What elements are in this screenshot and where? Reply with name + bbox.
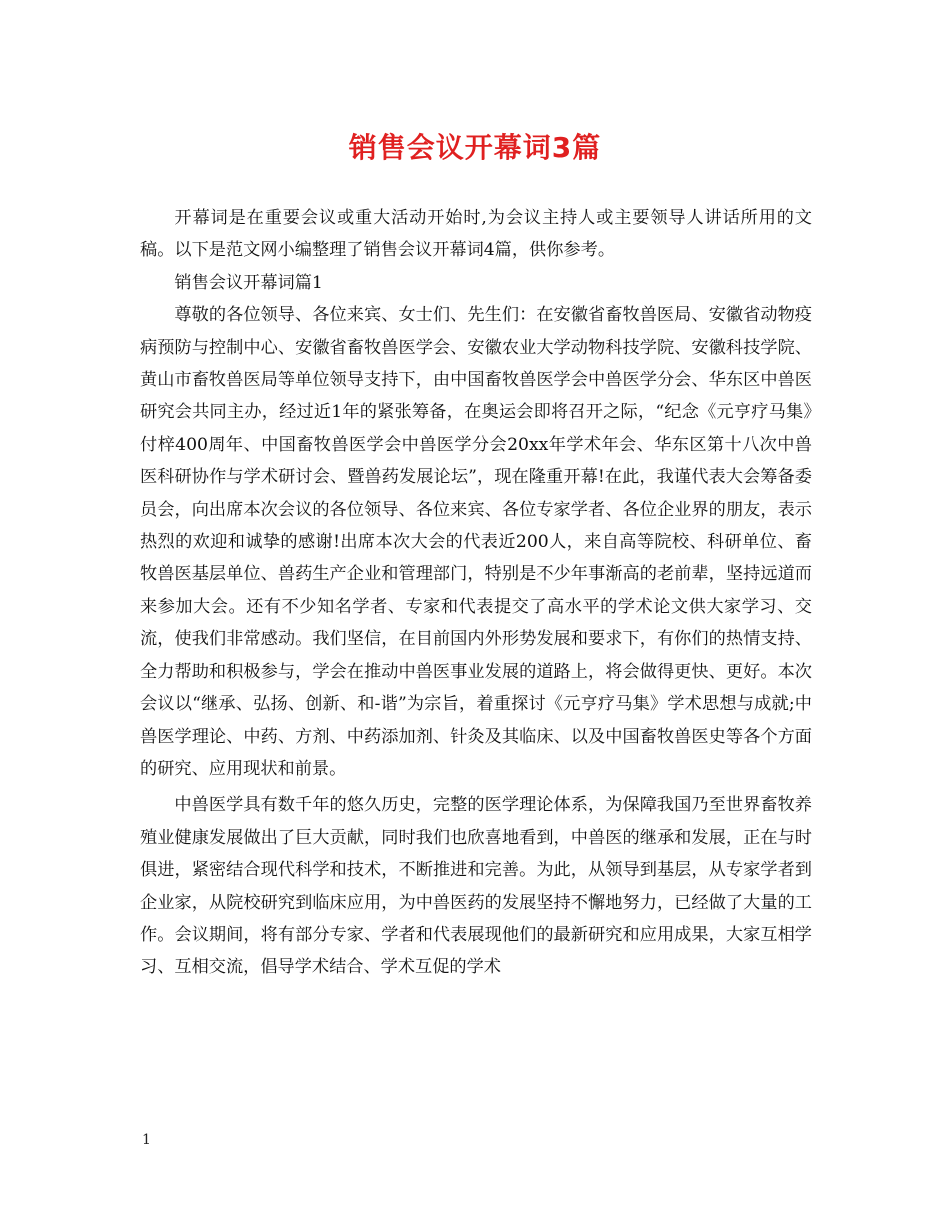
- body-paragraph: 尊敬的各位领导、各位来宾、女士们、先生们：在安徽省畜牧兽医局、安徽省动物疫病预防与控制中心、安徽省畜牧兽医学会、安徽农业大学动物科技学院、安徽科技学院、黄山市畜牧兽医局等单位领导支持下，由中国畜牧兽医学会中兽医学分会、华东区中兽医研究会共同主办，经过近1年的紧张筹备，在奥运会即将召开之际，“纪念《元亨疗马集》付梓400周年、中国畜牧兽医学会中兽医学分会20xx年学术年会、华东区第十八次中兽医科研协作与学术研讨会、暨兽药发展论坛”，现在隆重开幕!在此，我谨代表大会筹备委员会，向出席本次会议的各位领导、各位来宾、各位专家学者、各位企业界的朋友，表示热烈的欢迎和诚挚的感谢!出席本次大会的代表近200人，来自高等院校、科研单位、畜牧兽医基层单位、兽药生产企业和管理部门，特别是不少年事渐高的老前辈，坚持远道而来参加大会。还有不少知名学者、专家和代表提交了高水平的学术论文供大家学习、交流，使我们非常感动。我们坚信，在目前国内外形势发展和要求下，有你们的热情支持、全力帮助和积极参与，学会在推动中兽医事业发展的道路上，将会做得更快、更好。本次会议以“继承、弘扬、创新、和-谐”为宗旨，着重探讨《元亨疗马集》学术思想与成就;中兽医学理论、中药、方剂、中药添加剂、针灸及其临床、以及中国畜牧兽医史等各个方面的研究、应用现状和前景。: [140, 305, 812, 779]
- document-title: 销售会议开幕词3篇: [348, 131, 602, 164]
- section-heading: 销售会议开幕词篇1: [174, 272, 323, 293]
- page-number: 1: [142, 1132, 151, 1148]
- intro-paragraph: 开幕词是在重要会议或重大活动开始时,为会议主持人或主要领导人讲话所用的文稿。以下是范文网小编整理了销售会议开幕词4篇，供你参考。: [140, 208, 812, 261]
- body-paragraph: 中兽医学具有数千年的悠久历史，完整的医学理论体系，为保障我国乃至世界畜牧养殖业健康发展做出了巨大贡献，同时我们也欣喜地看到，中兽医的继承和发展，正在与时俱进，紧密结合现代科学和技术，不断推进和完善。为此，从领导到基层，从专家学者到企业家，从院校研究到临床应用，为中兽医药的发展坚持不懈地努力，已经做了大量的工作。会议期间，将有部分专家、学者和代表展现他们的最新研究和应用成果，大家互相学习、互相交流，倡导学术结合、学术互促的学术: [140, 795, 812, 978]
- document-body: [140, 202, 812, 984]
